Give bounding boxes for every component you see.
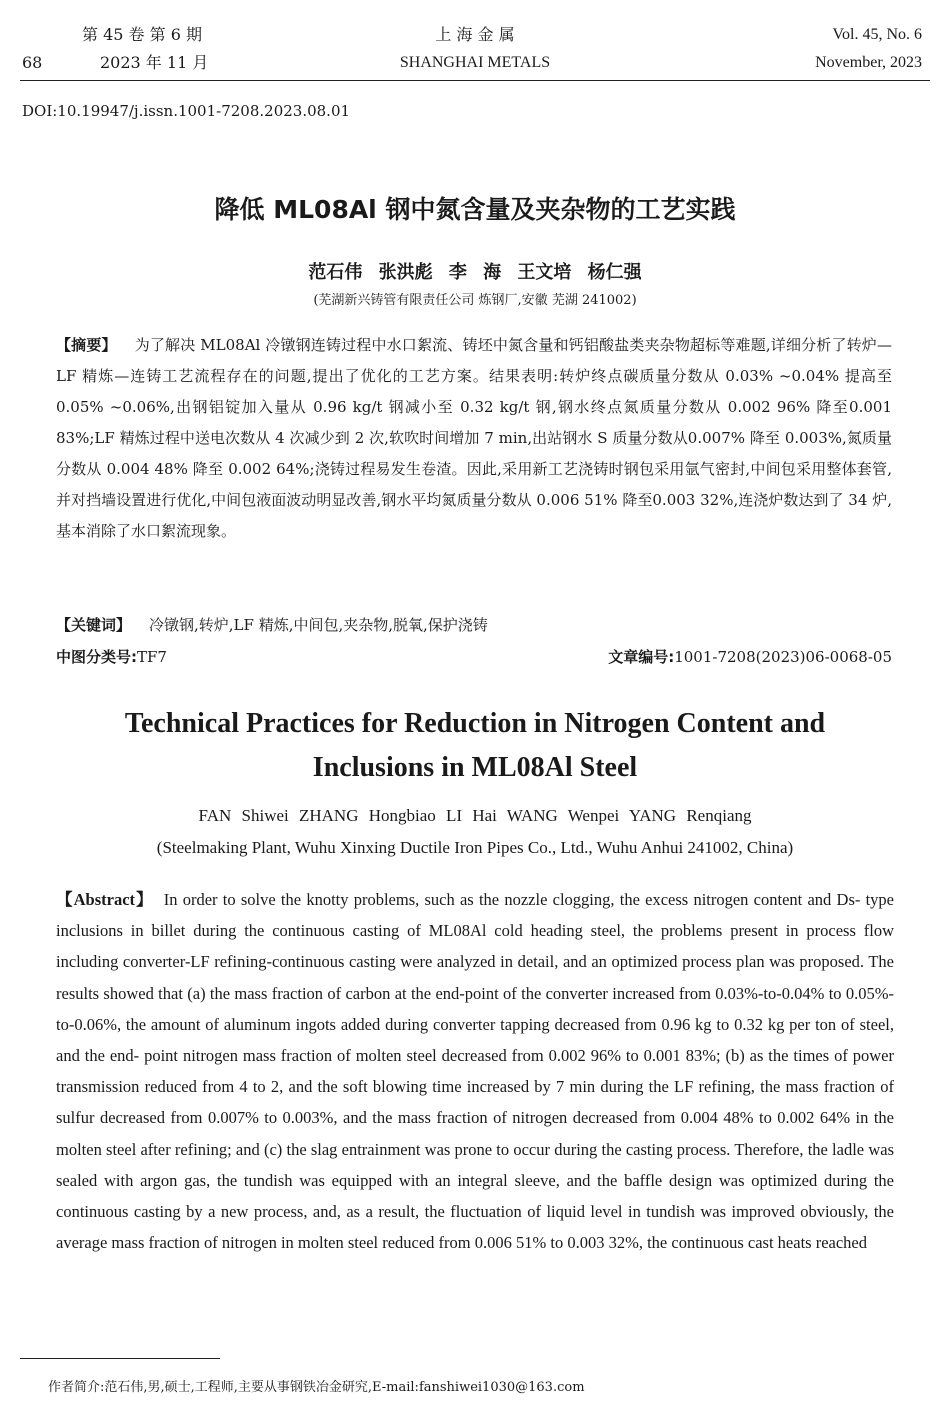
abstract-cn-text: 为了解决 ML08Al 冷镦钢连铸过程中水口絮流、铸坯中氮含量和钙铝酸盐类夹杂物超标等难题,详细分析了转炉—LF 精炼—连铸工艺流程存在的问题,提出了优化的工艺方案。结果表明:转炉终点碳质量分数从 0.03% ~0.04% 提高至 0.05% ~0.06%,出钢铝锭加入量从 0.96 kg/t 钢减小至 0.32 kg/t 钢,钢水终点氮质量分数从 0.002 96% 降至0.001 83%;LF 精炼过程中送电次数从 4 次减少到 2 次,软吹时间增加 7 min,出站钢水 S 质量分数从0.007% 降至 0.003%,氮质量分数从 0.004 48% 降至 0.002 64%;浇铸过程易发生卷渣。因此,采用新工艺浇铸时钢包采用氩气密封,中间包采用整体套管,并对挡墙设置进行优化,中间包液面波动明显改善,钢水平均氮质量分数从 0.006 51% 降至0.003 32%,连浇炉数达到了 34 炉,基本消除了水口絮流现象。 [56, 336, 892, 540]
doi: DOI:10.19947/j.issn.1001-7208.2023.08.01 [22, 102, 351, 120]
authors-cn: 范石伟 张洪彪 李 海 王文培 杨仁强 [308, 262, 642, 283]
title-cn: 降低 ML08Al 钢中氮含量及夹杂物的工艺实践 [214, 195, 736, 224]
article-number-value: 1001-7208(2023)06-0068-05 [674, 648, 892, 666]
abstract-cn-label: 【摘要】 [56, 336, 117, 354]
article-number-label: 文章编号: [608, 648, 675, 666]
affiliation-en: (Steelmaking Plant, Wuhu Xinxing Ductile Iron Pipes Co., Ltd., Wuhu Anhui 241002, China) [156, 838, 794, 857]
author-footnote: 作者简介:范石伟,男,硕士,工程师,主要从事钢铁冶金研究,E-mail:fanshiwei1030@163.com [48, 1380, 585, 1395]
title-en [60, 702, 890, 790]
abstract-cn [56, 330, 892, 547]
keywords-cn [56, 612, 892, 638]
keywords-cn-text: 冷镦钢,转炉,LF 精炼,中间包,夹杂物,脱氧,保护浇铸 [149, 616, 488, 634]
date-cn: 2023 年 11 月 [100, 53, 209, 72]
affiliation-cn: (芜湖新兴铸管有限责任公司 炼钢厂,安徽 芜湖 241002) [313, 293, 637, 308]
classification-label: 中图分类号: [56, 648, 137, 666]
title-en-line1: Technical Practices for Reduction in Nitrogen Content and [124, 708, 826, 739]
abstract-en-label: 【Abstract】 [56, 890, 154, 909]
authors-en: FAN Shiwei ZHANG Hongbiao LI Hai WANG Wenpei YANG Renqiang [198, 806, 752, 825]
title-en-line2: Inclusions in ML08Al Steel [312, 752, 638, 783]
article-number [608, 645, 892, 669]
header-rule [20, 80, 930, 81]
journal-name-cn: 上 海 金 属 [435, 25, 515, 44]
date-en: November, 2023 [815, 54, 922, 71]
issue-cn: 第 45 卷 第 6 期 [82, 25, 202, 44]
page-number: 68 [22, 53, 43, 72]
issue-en: Vol. 45, No. 6 [832, 26, 922, 43]
classification [56, 645, 167, 669]
abstract-en-text: In order to solve the knotty problems, such as the nozzle clogging, the excess nitrogen content and Ds- type inclusions in billet during the continuous casting of ML08Al cold heading steel, the problems present in process flow including converter-LF refining-continuous casting were analyzed in detail, and an optimized process plan was proposed. The results showed that (a) the mass fraction of carbon at the end-point of the converter increased from 0.03%-to-0.04% to 0.05%-to-0.06%, the amount of aluminum ingots added during converter tapping decreased from 0.96 kg to 0.32 kg per ton of steel, and the end- point nitrogen mass fraction of molten steel decreased from 0.002 96% to 0.001 83%; (b) as the times of power transmission reduced from 4 to 2, and the soft blowing time increased by 7 min during the LF refining, the mass fraction of sulfur decreased from 0.007% to 0.003%, and the mass fraction of nitrogen decreased from 0.004 48% to 0.002 64% in the molten steel after refining; and (c) the slag entrainment was prone to occur during the casting process. Therefore, the ladle was sealed with argon gas, the tundish was equipped with an integral sleeve, and the baffle design was optimized during the continuous casting by a new process, and, as a result, the fluctuation of liquid level in tundish was improved obviously, the average mass fraction of nitrogen in molten steel reduced from 0.006 51% to 0.003 32%, the continuous cast heats reached [56, 890, 895, 1253]
classification-value: TF7 [137, 648, 167, 666]
keywords-cn-label: 【关键词】 [56, 616, 132, 634]
abstract-en [56, 884, 894, 1258]
footnote-rule [20, 1358, 220, 1359]
journal-name-en: SHANGHAI METALS [399, 54, 551, 71]
